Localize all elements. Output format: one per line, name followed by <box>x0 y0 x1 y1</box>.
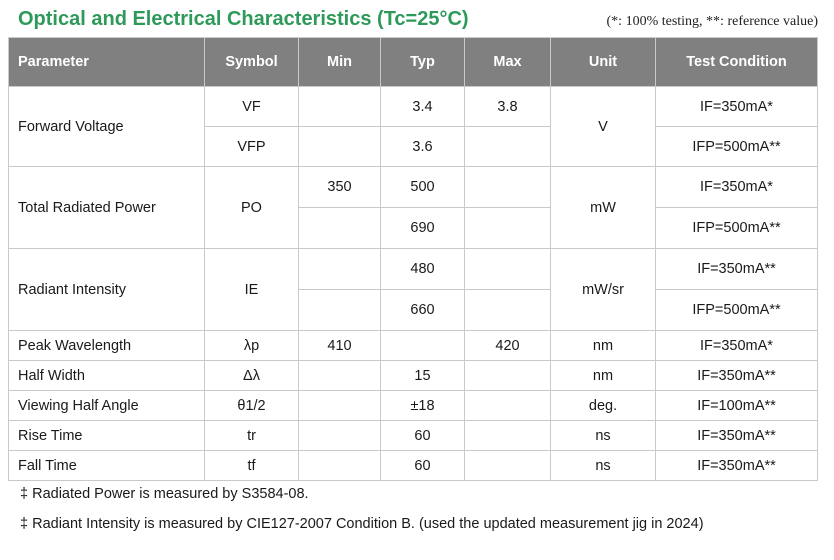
cell-parameter: Forward Voltage <box>9 87 205 167</box>
cell-test-condition: IF=350mA* <box>656 331 818 361</box>
cell-symbol: λp <box>205 331 299 361</box>
cell-symbol: VFP <box>205 127 299 167</box>
cell-min <box>299 451 381 481</box>
cell-test-condition: IFP=500mA** <box>656 127 818 167</box>
cell-max <box>465 421 551 451</box>
cell-test-condition: IF=100mA** <box>656 391 818 421</box>
cell-min <box>299 361 381 391</box>
cell-parameter: Fall Time <box>9 451 205 481</box>
cell-typ: 660 <box>381 290 465 331</box>
cell-typ: 60 <box>381 451 465 481</box>
cell-typ: 480 <box>381 249 465 290</box>
cell-parameter: Rise Time <box>9 421 205 451</box>
cell-parameter: Peak Wavelength <box>9 331 205 361</box>
cell-min <box>299 290 381 331</box>
footnote-radiated-power: ‡ Radiated Power is measured by S3584-08. <box>20 486 309 502</box>
table-row <box>9 391 818 421</box>
header-symbol: Symbol <box>205 38 299 87</box>
cell-typ: 690 <box>381 208 465 249</box>
cell-min: 350 <box>299 167 381 208</box>
cell-typ: 3.6 <box>381 127 465 167</box>
table-row <box>9 421 818 451</box>
cell-min <box>299 249 381 290</box>
cell-unit: nm <box>551 331 656 361</box>
cell-max <box>465 361 551 391</box>
table-row <box>9 361 818 391</box>
cell-unit: deg. <box>551 391 656 421</box>
table-row <box>9 87 818 127</box>
cell-test-condition: IF=350mA** <box>656 451 818 481</box>
cell-symbol: Δλ <box>205 361 299 391</box>
cell-symbol: PO <box>205 167 299 249</box>
cell-test-condition: IF=350mA** <box>656 361 818 391</box>
cell-test-condition: IF=350mA* <box>656 87 818 127</box>
cell-min <box>299 127 381 167</box>
cell-test-condition: IF=350mA** <box>656 249 818 290</box>
page-title: Optical and Electrical Characteristics (Tc=25°C) <box>18 8 469 30</box>
cell-max <box>465 249 551 290</box>
cell-max <box>465 167 551 208</box>
cell-parameter: Half Width <box>9 361 205 391</box>
characteristics-table <box>8 37 818 481</box>
cell-typ <box>381 331 465 361</box>
cell-unit: ns <box>551 451 656 481</box>
header-max: Max <box>465 38 551 87</box>
cell-parameter: Radiant Intensity <box>9 249 205 331</box>
header-typ: Typ <box>381 38 465 87</box>
cell-unit: ns <box>551 421 656 451</box>
cell-max <box>465 451 551 481</box>
cell-test-condition: IF=350mA** <box>656 421 818 451</box>
table-row <box>9 167 818 208</box>
header-min: Min <box>299 38 381 87</box>
cell-unit: mW <box>551 167 656 249</box>
cell-min <box>299 421 381 451</box>
header-parameter: Parameter <box>9 38 205 87</box>
cell-symbol: tr <box>205 421 299 451</box>
table-row <box>9 249 818 290</box>
cell-min <box>299 391 381 421</box>
cell-test-condition: IFP=500mA** <box>656 290 818 331</box>
cell-max <box>465 290 551 331</box>
cell-parameter: Viewing Half Angle <box>9 391 205 421</box>
cell-test-condition: IFP=500mA** <box>656 208 818 249</box>
cell-max <box>465 127 551 167</box>
cell-unit: V <box>551 87 656 167</box>
cell-min: 410 <box>299 331 381 361</box>
cell-typ: ±18 <box>381 391 465 421</box>
header-test-condition: Test Condition <box>656 38 818 87</box>
testing-note: (*: 100% testing, **: reference value) <box>606 14 818 29</box>
cell-typ: 15 <box>381 361 465 391</box>
header-row <box>9 38 818 87</box>
footnote-radiant-intensity: ‡ Radiant Intensity is measured by CIE127-2007 Condition B. (used the updated measurement jig in 2024) <box>20 516 704 532</box>
cell-symbol: tf <box>205 451 299 481</box>
cell-parameter: Total Radiated Power <box>9 167 205 249</box>
cell-max: 420 <box>465 331 551 361</box>
cell-typ: 500 <box>381 167 465 208</box>
cell-max: 3.8 <box>465 87 551 127</box>
cell-typ: 3.4 <box>381 87 465 127</box>
cell-min <box>299 87 381 127</box>
cell-max <box>465 208 551 249</box>
header-unit: Unit <box>551 38 656 87</box>
table-row <box>9 331 818 361</box>
cell-unit: mW/sr <box>551 249 656 331</box>
cell-symbol: IE <box>205 249 299 331</box>
cell-symbol: VF <box>205 87 299 127</box>
cell-test-condition: IF=350mA* <box>656 167 818 208</box>
cell-typ: 60 <box>381 421 465 451</box>
cell-symbol: θ1/2 <box>205 391 299 421</box>
cell-max <box>465 391 551 421</box>
cell-unit: nm <box>551 361 656 391</box>
table-row <box>9 451 818 481</box>
cell-min <box>299 208 381 249</box>
